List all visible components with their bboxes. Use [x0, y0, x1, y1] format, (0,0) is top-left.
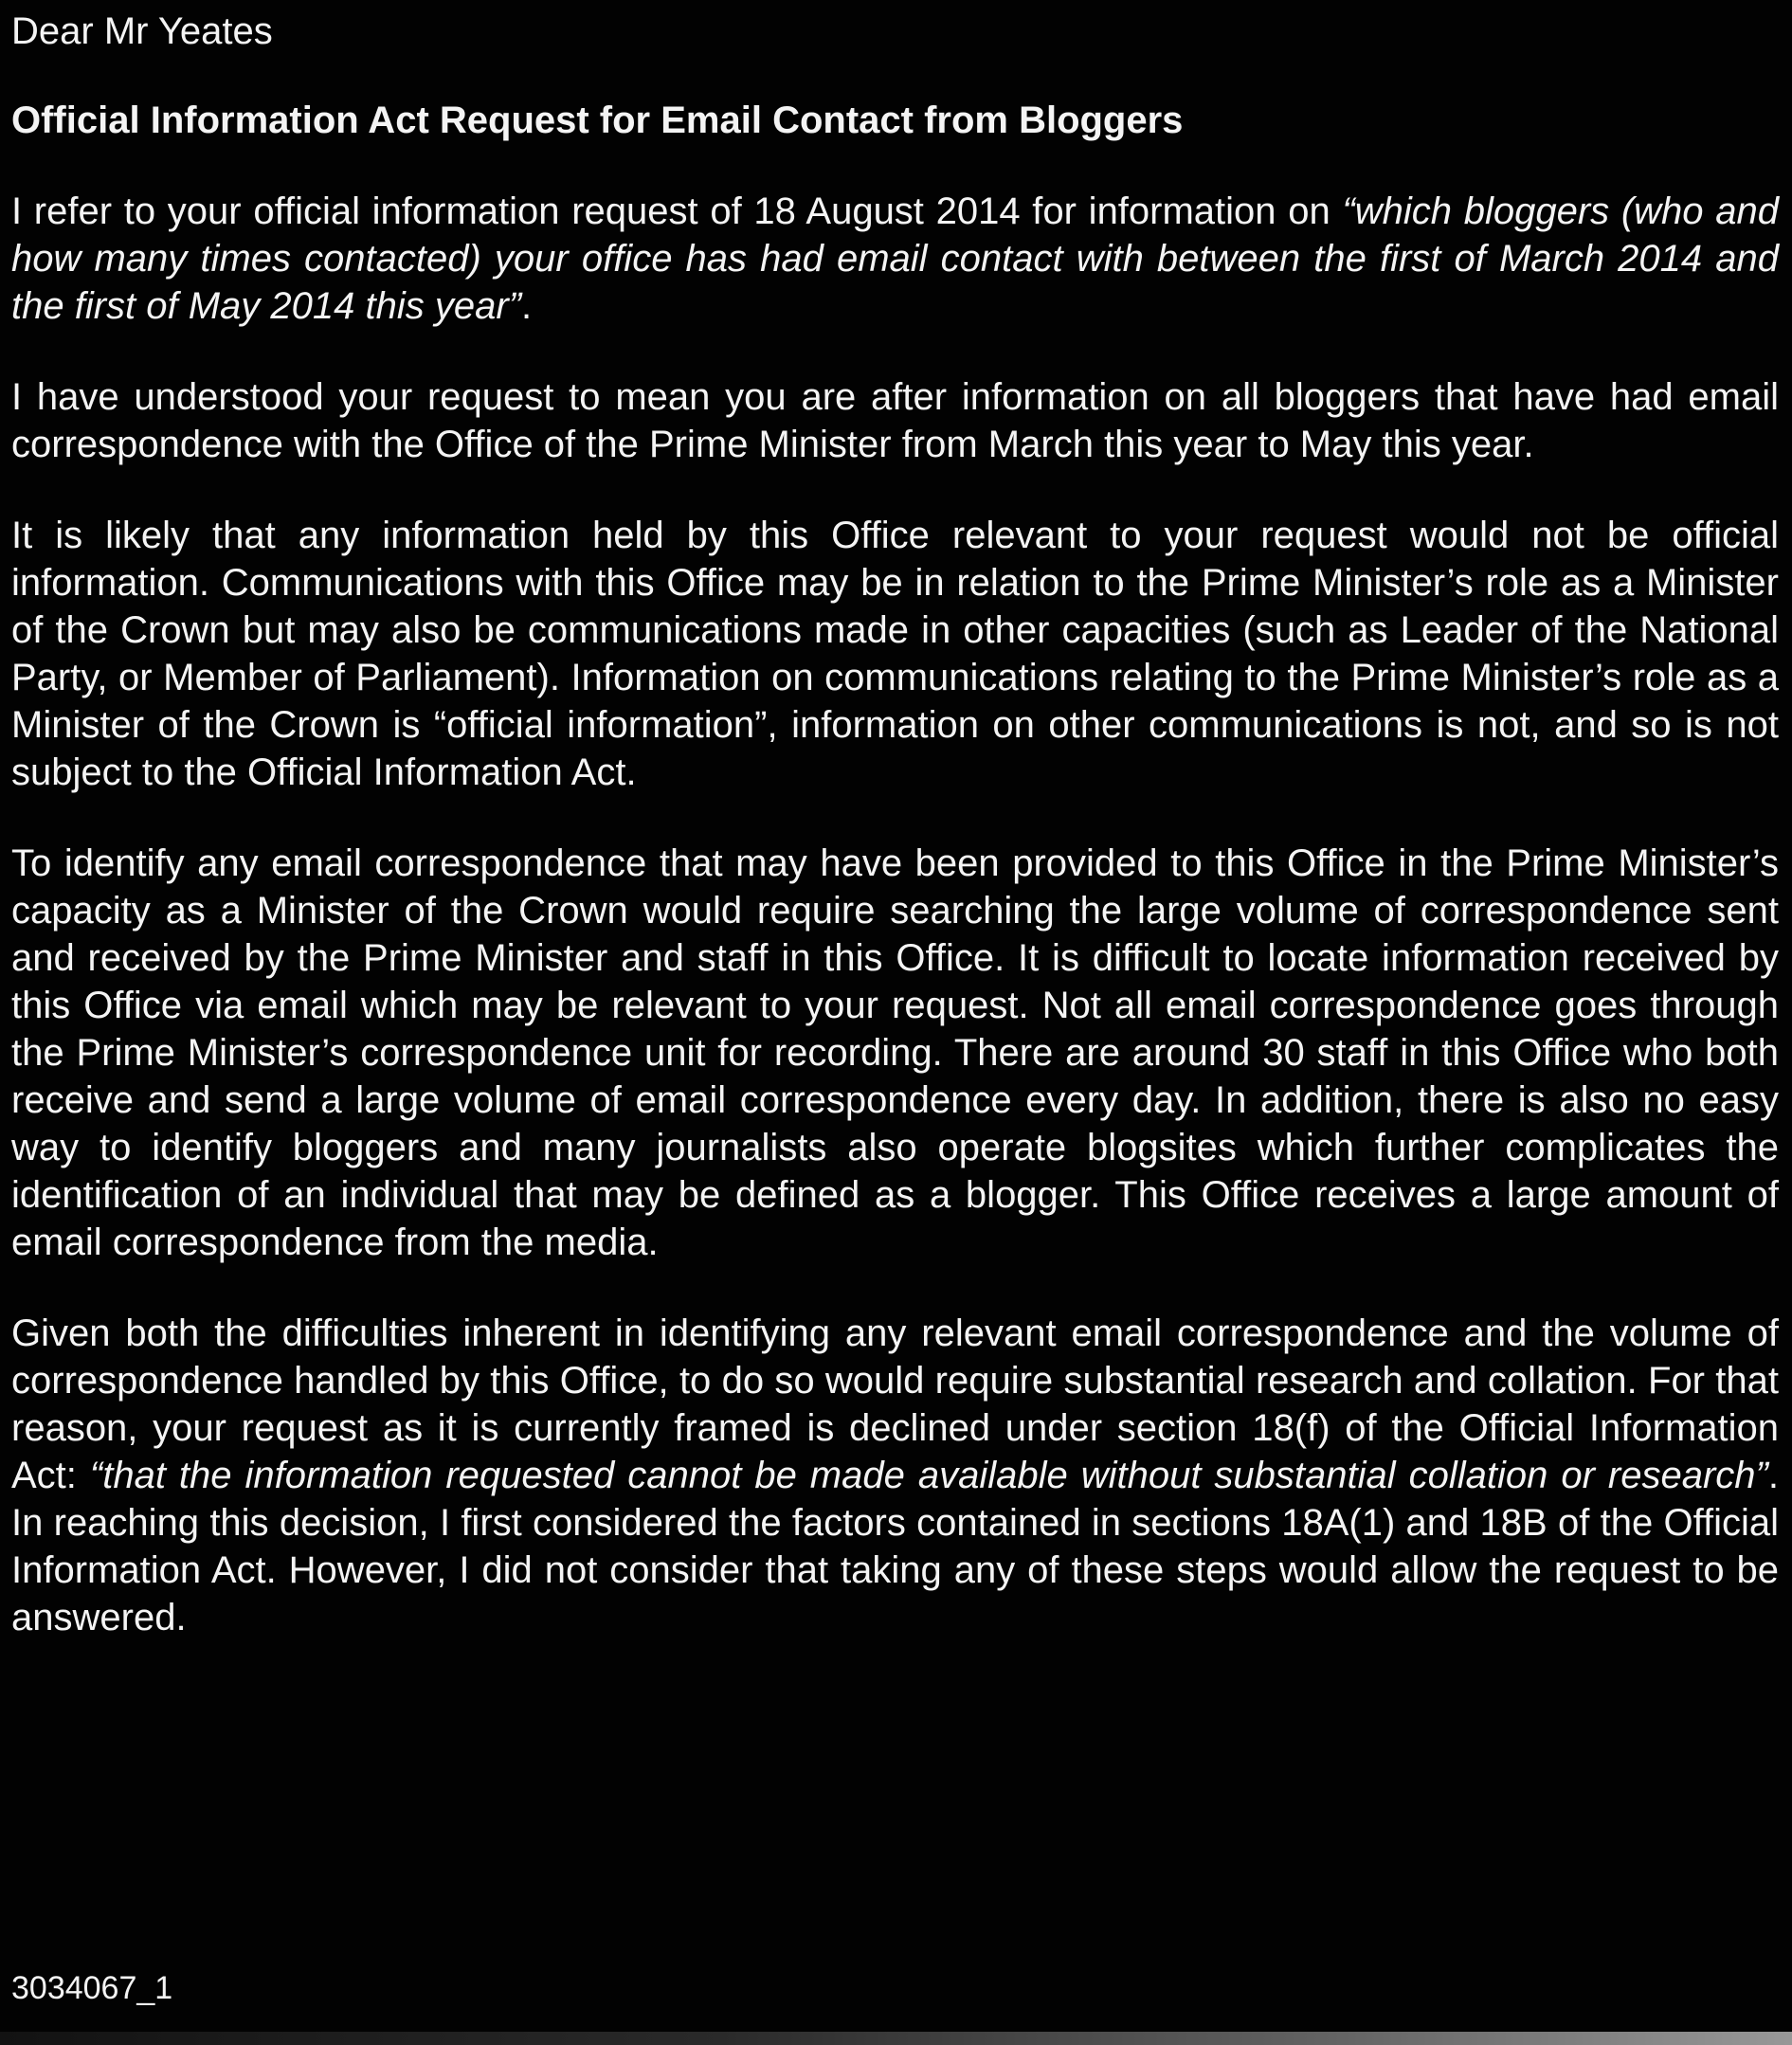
paragraph-text: Given both the difficulties inherent in identifying any relevant email correspondence and the volume of correspondence handled by this Office, to do so would require substantial research and collation. For that reason, your request as it is currently framed is declined under section 18(f) of the Official Information Act:: [11, 1312, 1779, 1496]
paragraph-official-information-scope: It is likely that any information held by this Office relevant to your request would not be official information. Communications with this Office may be in relation to the Prime Minister’s role as a Minister of the Crown but may also be communications made in other capacities (such as Leader of the National Party, or Member of Parliament). Information on communications relating to the Prime Minister’s role as a Minister of the Crown is “official information”, information on other communications is not, and so is not subject to the Official Information Act.: [11, 515, 1779, 793]
paragraph-text: I refer to your official information request of 18 August 2014 for information on: [11, 190, 1343, 232]
quoted-request-text: “which bloggers (who and how many times contacted) your office has had email contact with between the first of March 2014 and the first of May 2014 this year”: [11, 190, 1779, 327]
paragraph-text: .: [521, 285, 533, 327]
subject-line: Official Information Act Request for Email Contact from Bloggers: [11, 100, 1184, 141]
paragraph-request-interpretation: I have understood your request to mean you are after information on all bloggers that have had email correspondence with the Office of the Prime Minister from March this year to May this year.: [11, 376, 1779, 465]
paragraph-identification-difficulty: To identify any email correspondence that may have been provided to this Office in the Prime Minister’s capacity as a Minister of the Crown would require searching the large volume of correspondence sent and received by the Prime Minister and staff in this Office. It is difficult to locate information received by this Office via email which may be relevant to your request. Not all email correspondence goes through the Prime Minister’s correspondence unit for recording. There are around 30 staff in this Office who both receive and send a large volume of email correspondence every day. In addition, there is also no easy way to identify bloggers and many journalists also operate blogsites which further complicates the identification of an individual that may be defined as a blogger. This Office receives a large amount of email correspondence from the media.: [11, 842, 1779, 1263]
paragraph-request-reference: [11, 188, 1779, 330]
document-reference-number: 3034067_1: [11, 1970, 173, 2006]
quoted-statute-text: “that the information requested cannot be made available without substantial collation or research”: [89, 1455, 1768, 1496]
salutation: Dear Mr Yeates: [11, 10, 273, 52]
scan-edge-artifact: [0, 2032, 1792, 2045]
paragraph-decision: [11, 1310, 1779, 1641]
paragraph-text: . In reaching this decision, I first considered the factors contained in sections 18A(1) and 18B of the Official Information Act. However, I did not consider that taking any of these steps would allow the request to be answered.: [11, 1455, 1779, 1638]
